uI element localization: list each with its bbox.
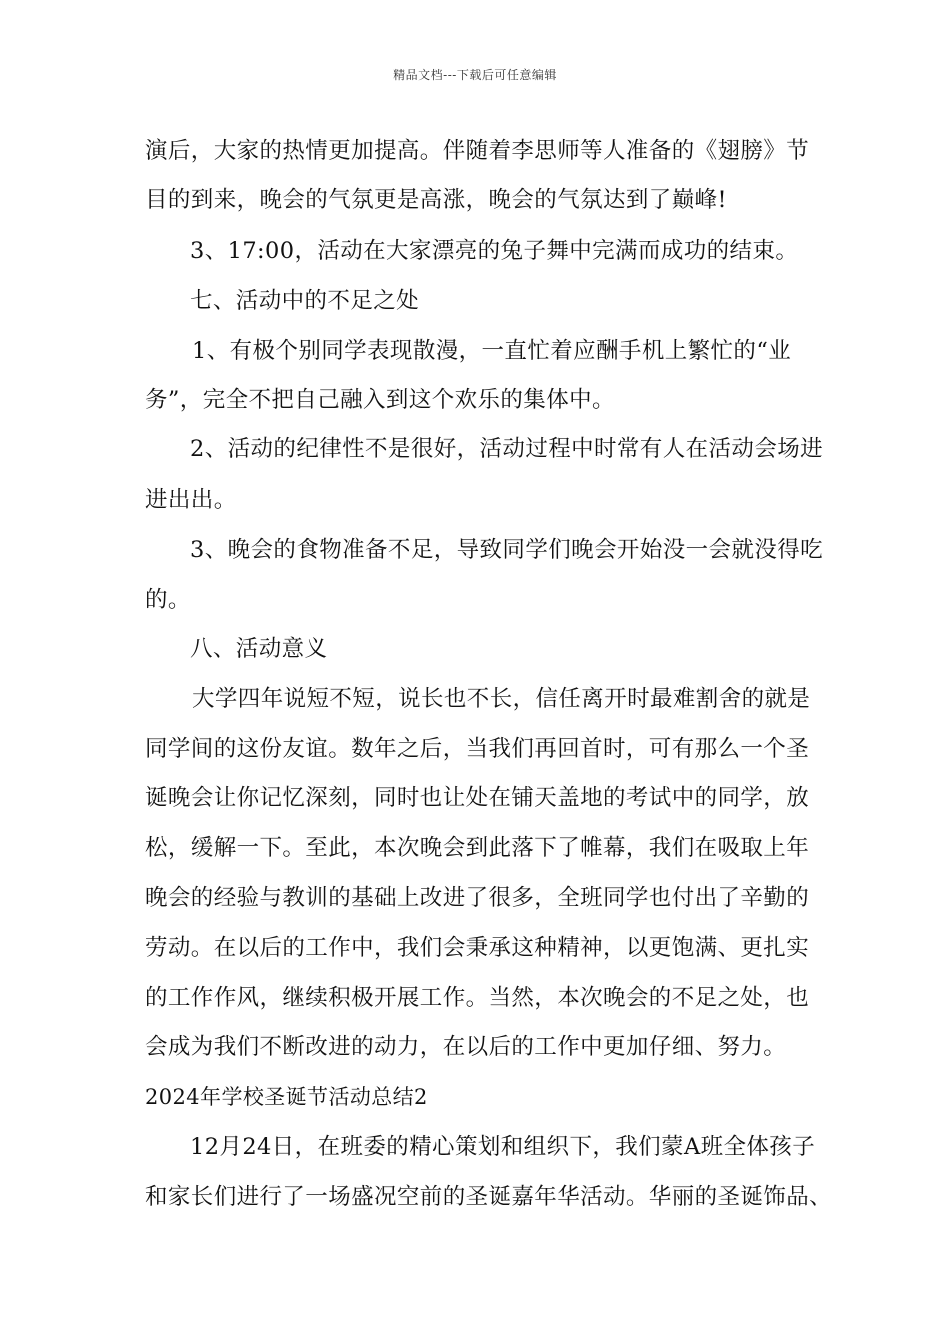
paragraph-line: 和家长们进行了一场盛况空前的圣诞嘉年华活动。华丽的圣诞饰品、 bbox=[145, 1184, 833, 1210]
paragraph-line: 晚会的经验与教训的基础上改进了很多，全班同学也付出了辛勤的 bbox=[145, 885, 810, 911]
section-heading: 八、活动意义 bbox=[190, 636, 328, 662]
paragraph-line: 3、晚会的食物准备不足，导致同学们晚会开始没一会就没得吃 bbox=[190, 537, 824, 563]
paragraph-line: 诞晚会让你记忆深刻，同时也让处在铺天盖地的考试中的同学，放 bbox=[145, 785, 810, 811]
paragraph-line: 12月24日，在班委的精心策划和组织下，我们蒙A班全体孩子 bbox=[190, 1134, 816, 1160]
paragraph-line: 务”，完全不把自己融入到这个欢乐的集体中。 bbox=[145, 387, 615, 413]
paragraph-line: 3、17:00，活动在大家漂亮的兔子舞中完满而成功的结束。 bbox=[190, 238, 799, 264]
paragraph-line: 大学四年说短不短，说长也不长，信任离开时最难割舍的就是 bbox=[192, 686, 811, 712]
paragraph-line: 进出出。 bbox=[145, 487, 237, 513]
page-header: 精品文档---下载后可任意编辑 bbox=[393, 68, 557, 82]
document-title: 2024年学校圣诞节活动总结2 bbox=[145, 1085, 428, 1109]
paragraph-line: 1、有极个别同学表现散漫，一直忙着应酬手机上繁忙的“业 bbox=[192, 338, 792, 364]
paragraph-line: 劳动。在以后的工作中，我们会秉承这种精神，以更饱满、更扎实 bbox=[145, 935, 810, 961]
paragraph-line: 同学间的这份友谊。数年之后，当我们再回首时，可有那么一个圣 bbox=[145, 736, 810, 762]
section-heading: 七、活动中的不足之处 bbox=[190, 288, 420, 314]
paragraph-line: 会成为我们不断改进的动力，在以后的工作中更加仔细、努力。 bbox=[145, 1034, 787, 1060]
paragraph-line: 2、活动的纪律性不是很好，活动过程中时常有人在活动会场进 bbox=[190, 436, 824, 462]
paragraph-line: 的。 bbox=[145, 587, 191, 613]
paragraph-line: 演后，大家的热情更加提高。伴随着李思师等人准备的《翅膀》节 bbox=[145, 138, 810, 164]
paragraph-line: 松，缓解一下。至此，本次晚会到此落下了帷幕，我们在吸取上年 bbox=[145, 835, 810, 861]
paragraph-line: 目的到来，晚会的气氛更是高涨，晚会的气氛达到了巅峰! bbox=[145, 187, 727, 213]
paragraph-line: 的工作作风，继续积极开展工作。当然，本次晚会的不足之处，也 bbox=[145, 985, 810, 1011]
